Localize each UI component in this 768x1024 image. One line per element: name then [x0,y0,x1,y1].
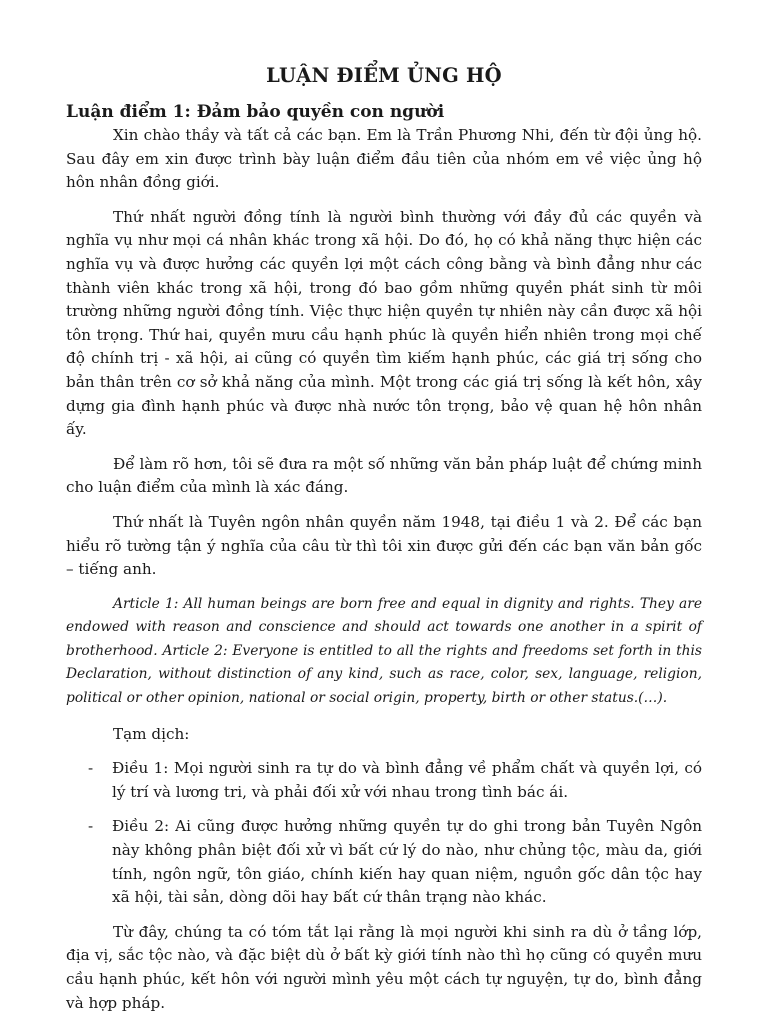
paragraph-introduction: Xin chào thầy và tất cả các bạn. Em là Trần Phương Nhi, đến từ đội ủng hộ. Sau đây em xin được trình bày luận điểm đầu tiên của nhóm em về việc ủng hộ hôn nhân đồng giới. [66,126,702,192]
list-item [66,757,702,804]
translation-label: Tạm dịch: [113,724,190,743]
paragraph-rights: Thứ nhất người đồng tính là người bình thường với đầy đủ các quyền và nghĩa vụ như mọi cá nhân khác trong xã hội. Do đó, họ có khả năng thực hiện các nghĩa vụ và được hưởng các quyền lợi một cách công bằng và bình đẳng như các thành viên khác trong xã hội, trong đó bao gồm những quyền phát sinh từ môi trường những người đồng tính. Việc thực hiện quyền tự nhiên này cần được xã hội tôn trọng. Thứ hai, quyền mưu cầu hạnh phúc là quyền hiển nhiên trong mọi chế độ chính trị - xã hội, ai cũng có quyền tìm kiếm hạnh phúc, các giá trị sống cho bản thân trên cơ sở khả năng của mình. Một trong các giá trị sống là kết hôn, xây dựng gia đình hạnh phúc và được nhà nước tôn trọng, bảo vệ quan hệ hôn nhân ấy. [66,207,702,439]
list-item [66,815,702,909]
section-heading: Luận điểm 1: Đảm bảo quyền con người [66,102,445,122]
list-dash: - [88,759,94,778]
paragraph-declaration: Thứ nhất là Tuyên ngôn nhân quyền năm 1948, tại điều 1 và 2. Để các bạn hiểu rõ tường tận ý nghĩa của câu từ thì tôi xin được gửi đến các bạn văn bản gốc – tiếng anh. [66,512,702,579]
document-title: LUẬN ĐIỂM ỦNG HỘ [266,64,502,87]
translation-list [66,757,702,910]
list-item-text: Điều 2: Ai cũng được hưởng những quyền tự do ghi trong bản Tuyên Ngôn này không phân biệt đối xử vì bất cứ lý do nào, như chủng tộc, màu da, giới tính, ngôn ngữ, tôn giáo, chính kiến hay quan niệm, nguồn gốc dân tộc hay xã hội, tài sản, dòng dõi hay bất cứ thân trạng nào khác. [112,817,702,907]
list-dash: - [88,817,94,836]
paragraph-legal-intro: Để làm rõ hơn, tôi sẽ đưa ra một số những văn bản pháp luật để chứng minh cho luận điểm của mình là xác đáng. [66,454,702,497]
quote-english-articles: Article 1: All human beings are born free and equal in dignity and rights. They are endowed with reason and conscience and should act towards one another in a spirit of brotherhood. Article 2: Everyone is entitled to all the rights and freedoms set forth in this Declaration, without distinction of any kind, such as race, color, sex, language, religion, political or other opinion, national or social origin, property, birth or other status.(…). [66,595,702,707]
paragraph-conclusion: Từ đây, chúng ta có tóm tắt lại rằng là mọi người khi sinh ra dù ở tầng lớp, địa vị, sắc tộc nào, và đặc biệt dù ở bất kỳ giới tính nào thì họ cũng có quyền mưu cầu hạnh phúc, kết hôn với người mình yêu một cách tự nguyện, tự do, bình đẳng và hợp pháp. [66,922,702,1012]
list-item-text: Điều 1: Mọi người sinh ra tự do và bình đẳng về phẩm chất và quyền lợi, có lý trí và lương tri, và phải đối xử với nhau trong tình bác ái. [112,759,702,801]
